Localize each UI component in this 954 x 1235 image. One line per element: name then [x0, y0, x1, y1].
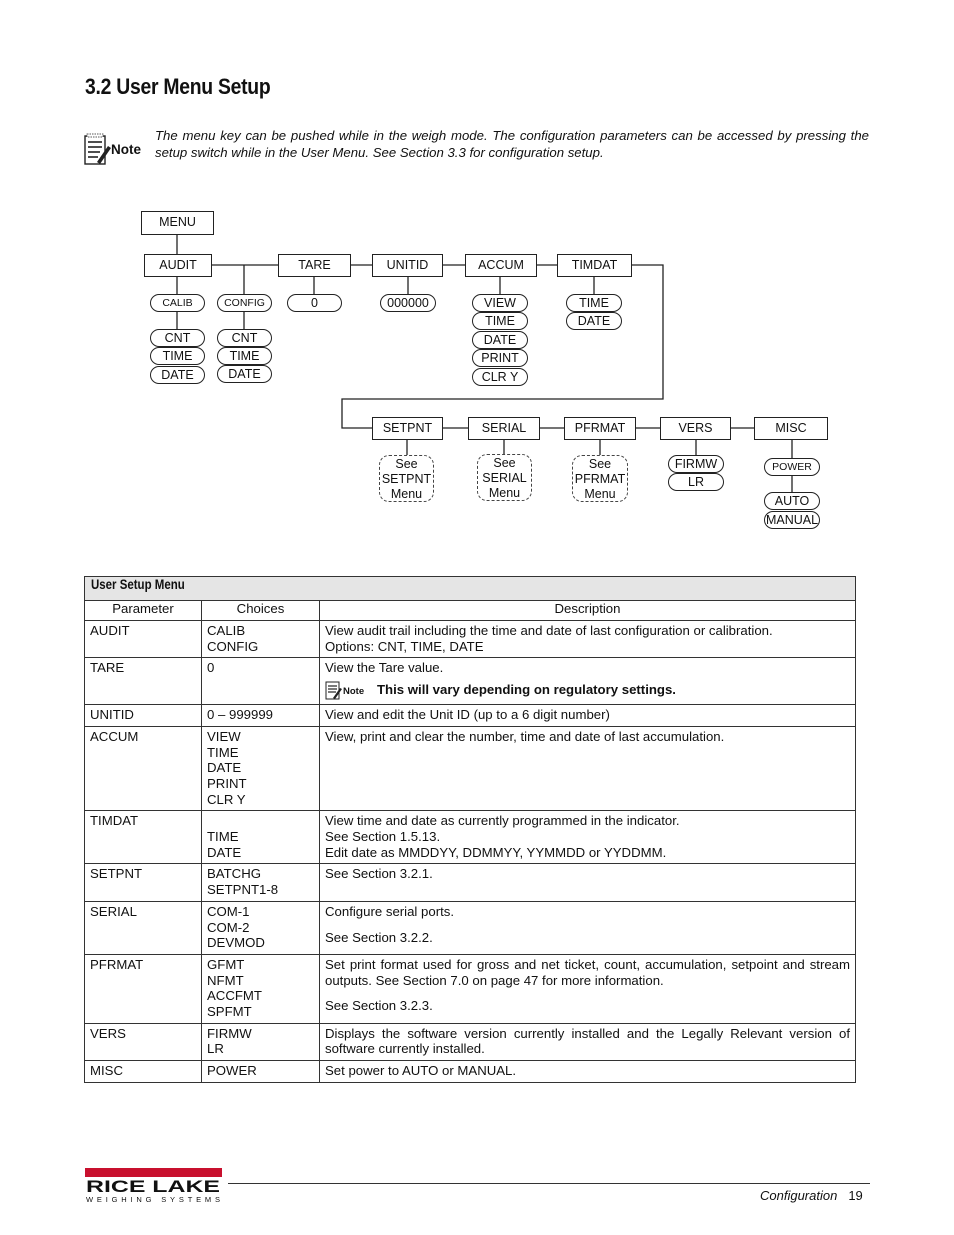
node-vers: VERS — [660, 417, 731, 440]
accum-print: PRINT — [472, 349, 528, 367]
node-accum: ACCUM — [465, 254, 537, 277]
description-cell: View the Tare value. Note This will vary depending on regulatory settings. — [320, 658, 856, 705]
page-number: 19 — [848, 1188, 863, 1203]
node-timdat: TIMDAT — [557, 254, 632, 277]
description-cell: Set power to AUTO or MANUAL. — [320, 1061, 856, 1083]
accum-view: VIEW — [472, 294, 528, 312]
table-row — [85, 726, 856, 811]
unitid-value: 000000 — [380, 294, 436, 312]
choices-cell: 0 – 999999 — [202, 705, 320, 727]
param-cell: VERS — [85, 1023, 202, 1060]
footer-section: Configuration — [760, 1188, 838, 1203]
accum-time: TIME — [472, 312, 528, 330]
note-label: Note — [111, 142, 141, 157]
param-cell: SERIAL — [85, 901, 202, 954]
description-cell: Set print format used for gross and net ticket, count, accumulation, setpoint and stream outputs. See Section 7.0 on page 47 for more information. See Section 3.2.3. — [320, 954, 856, 1023]
param-cell: UNITID — [85, 705, 202, 727]
header-choices: Choices — [202, 601, 320, 621]
header-parameter: Parameter — [85, 601, 202, 621]
tare-value: 0 — [287, 294, 342, 312]
timdat-time: TIME — [566, 294, 622, 312]
vers-lr: LR — [668, 473, 724, 491]
param-cell: PFRMAT — [85, 954, 202, 1023]
node-tare: TARE — [278, 254, 351, 277]
user-setup-table — [84, 576, 856, 1083]
tare-note — [325, 679, 850, 701]
param-cell: AUDIT — [85, 621, 202, 658]
footer-rule — [228, 1183, 870, 1184]
table-caption: User Setup Menu — [85, 577, 856, 601]
choices-cell: BATCHG SETPNT1-8 — [202, 864, 320, 901]
choices-cell: GFMT NFMT ACCFMT SPFMT — [202, 954, 320, 1023]
description-cell: Displays the software version currently installed and the Legally Relevant version of software currently installed. — [320, 1023, 856, 1060]
description-cell: See Section 3.2.1. — [320, 864, 856, 901]
table-row — [85, 705, 856, 727]
config-time: TIME — [217, 347, 272, 365]
table-row — [85, 1061, 856, 1083]
table-header-row — [85, 601, 856, 621]
param-cell: ACCUM — [85, 726, 202, 811]
description-cell: View time and date as currently programmed in the indicator. See Section 1.5.13. Edit date as MMDDYY, DDMMYY, YYMMDD or YYDDMM. — [320, 811, 856, 864]
description-cell: View and edit the Unit ID (up to a 6 digit number) — [320, 705, 856, 727]
menu-root: MENU — [141, 211, 214, 235]
misc-power: POWER — [764, 458, 820, 476]
section-heading: 3.2 User Menu Setup — [85, 74, 271, 99]
node-setpnt: SETPNT — [372, 417, 443, 440]
description-cell: View audit trail including the time and date of last configuration or calibration. Options: CNT, TIME, DATE — [320, 621, 856, 658]
choices-cell: VIEW TIME DATE PRINT CLR Y — [202, 726, 320, 811]
accum-date: DATE — [472, 331, 528, 349]
tare-note-text: This will vary depending on regulatory settings. — [377, 682, 676, 698]
accum-clr: CLR Y — [472, 368, 528, 386]
node-audit: AUDIT — [144, 254, 212, 277]
node-misc: MISC — [754, 417, 828, 440]
node-unitid: UNITID — [372, 254, 443, 277]
table-row — [85, 621, 856, 658]
calib-time: TIME — [150, 347, 205, 365]
choices-cell: 0 — [202, 658, 320, 705]
choices-cell: TIME DATE — [202, 811, 320, 864]
calib-date: DATE — [150, 366, 205, 384]
choices-cell: CALIB CONFIG — [202, 621, 320, 658]
pfrmat-reference: See PFRMAT Menu — [572, 455, 628, 502]
choices-cell: POWER — [202, 1061, 320, 1083]
setpnt-reference: See SETPNT Menu — [379, 455, 434, 502]
node-config: CONFIG — [217, 294, 272, 312]
vers-firmw: FIRMW — [668, 455, 724, 473]
table-row — [85, 811, 856, 864]
menu-diagram — [0, 0, 954, 560]
calib-cnt: CNT — [150, 329, 205, 347]
footer-page-info — [760, 1188, 863, 1203]
param-cell: MISC — [85, 1061, 202, 1083]
rice-lake-logo — [84, 1168, 224, 1208]
choices-cell: COM-1 COM-2 DEVMOD — [202, 901, 320, 954]
param-cell: TIMDAT — [85, 811, 202, 864]
node-serial: SERIAL — [468, 417, 540, 440]
power-manual: MANUAL — [765, 513, 819, 527]
power-auto: AUTO — [764, 492, 820, 510]
svg-text:Note: Note — [343, 686, 365, 698]
table-row — [85, 658, 856, 705]
timdat-date: DATE — [566, 312, 622, 330]
choices-cell: FIRMW LR — [202, 1023, 320, 1060]
table-row — [85, 954, 856, 1023]
config-date: DATE — [217, 365, 272, 383]
description-cell: Configure serial ports. See Section 3.2.2. — [320, 901, 856, 954]
header-description: Description — [320, 601, 856, 621]
config-cnt: CNT — [217, 329, 272, 347]
node-pfrmat: PFRMAT — [564, 417, 636, 440]
note-icon — [325, 679, 371, 701]
node-calib: CALIB — [150, 294, 205, 312]
param-cell: SETPNT — [85, 864, 202, 901]
table-row — [85, 1023, 856, 1060]
svg-text:WEIGHING SYSTEMS: WEIGHING SYSTEMS — [86, 1195, 220, 1204]
note-text: The menu key can be pushed while in the weigh mode. The configuration parameters can be accessed by pressing the setup switch while in the User Menu. See Section 3.3 for configuration setup. — [155, 128, 869, 160]
table-row — [85, 864, 856, 901]
description-cell: View, print and clear the number, time and date of last accumulation. — [320, 726, 856, 811]
serial-reference: See SERIAL Menu — [477, 454, 532, 501]
svg-text:RICE LAKE: RICE LAKE — [86, 1177, 220, 1196]
table-row — [85, 901, 856, 954]
param-cell: TARE — [85, 658, 202, 705]
